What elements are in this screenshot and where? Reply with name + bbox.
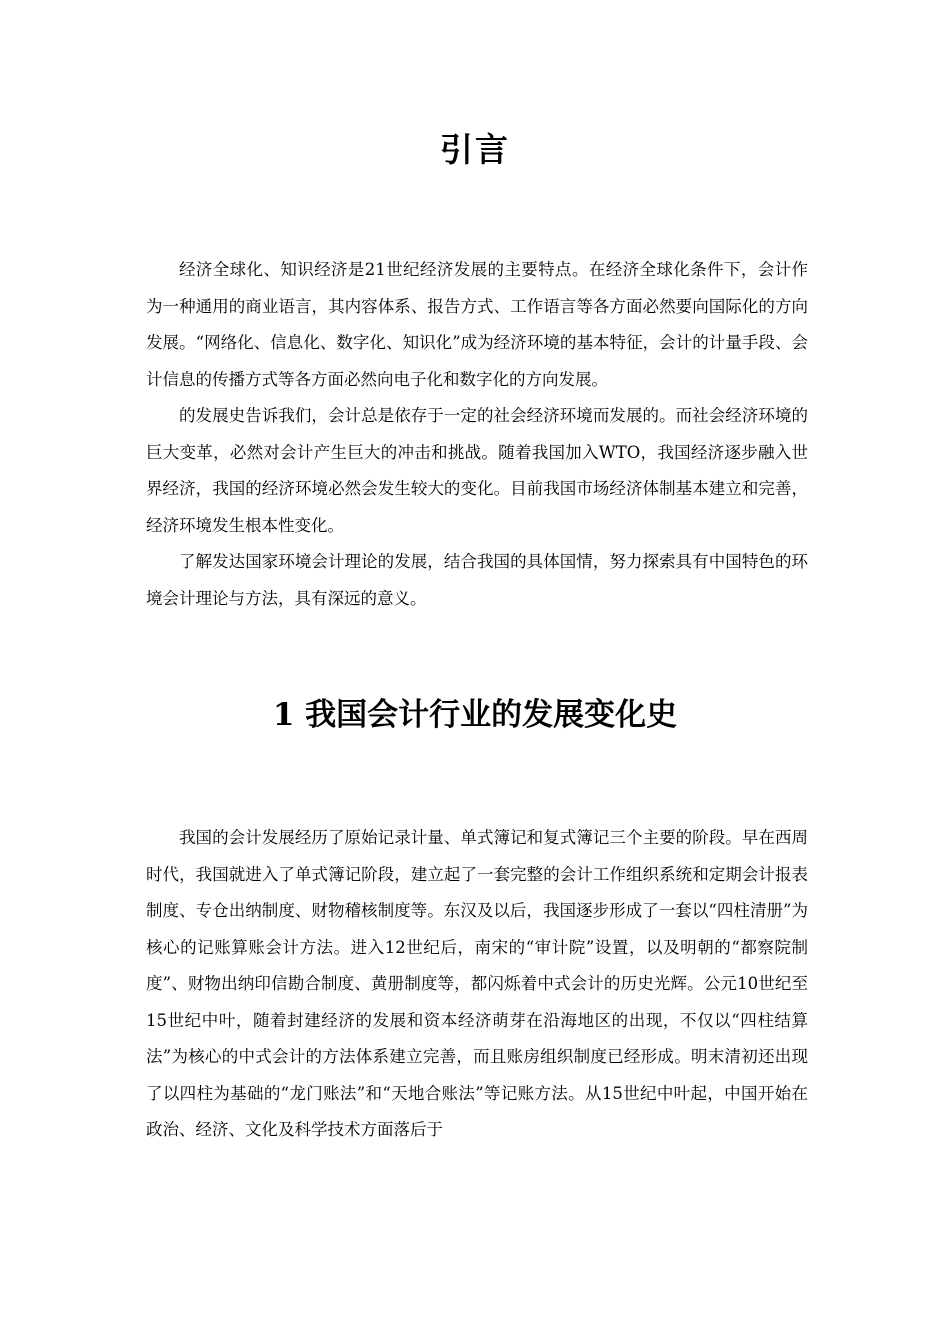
intro-paragraph-3: 了解发达国家环境会计理论的发展，结合我国的具体国情，努力探索具有中国特色的环境会计理论与方法，具有深远的意义。 [146,552,808,608]
section1-body [146,820,808,1149]
intro-heading: 引言 [440,130,510,169]
intro-body [146,252,808,617]
intro-paragraph-2: 的发展史告诉我们，会计总是依存于一定的社会经济环境而发展的。而社会经济环境的巨大变革，必然对会计产生巨大的冲击和挑战。随着我国加入WTO，我国经济逐步融入世界经济，我国的经济环境必然会发生较大的变化。目前我国市场经济体制基本建立和完善，经济环境发生根本性变化。 [146,406,808,535]
section1-heading: 1 我国会计行业的发展变化史 [272,697,678,733]
section1-paragraph-1: 我国的会计发展经历了原始记录计量、单式簿记和复式簿记三个主要的阶段。早在西周时代，我国就进入了单式簿记阶段，建立起了一套完整的会计工作组织系统和定期会计报表制度、专仓出纳制度、财物稽核制度等。东汉及以后，我国逐步形成了一套以“四柱清册”为核心的记账算账会计方法。进入12世纪后，南宋的“审计院”设置，以及明朝的“都察院制度”、财物出纳印信勘合制度、黄册制度等，都闪烁着中式会计的历史光辉。公元10世纪至15世纪中叶，随着封建经济的发展和资本经济萌芽在沿海地区的出现，不仅以“四柱结算法”为核心的中式会计的方法体系建立完善，而且账房组织制度已经形成。明末清初还出现了以四柱为基础的“龙门账法”和“天地合账法”等记账方法。从15世纪中叶起，中国开始在政治、经济、文化及科学技术方面落后于 [146,828,808,1139]
intro-paragraph-1: 经济全球化、知识经济是21世纪经济发展的主要特点。在经济全球化条件下，会计作为一种通用的商业语言，其内容体系、报告方式、工作语言等各方面必然要向国际化的方向发展。“网络化、信息化、数字化、知识化”成为经济环境的基本特征，会计的计量手段、会计信息的传播方式等各方面必然向电子化和数字化的方向发展。 [146,260,808,389]
